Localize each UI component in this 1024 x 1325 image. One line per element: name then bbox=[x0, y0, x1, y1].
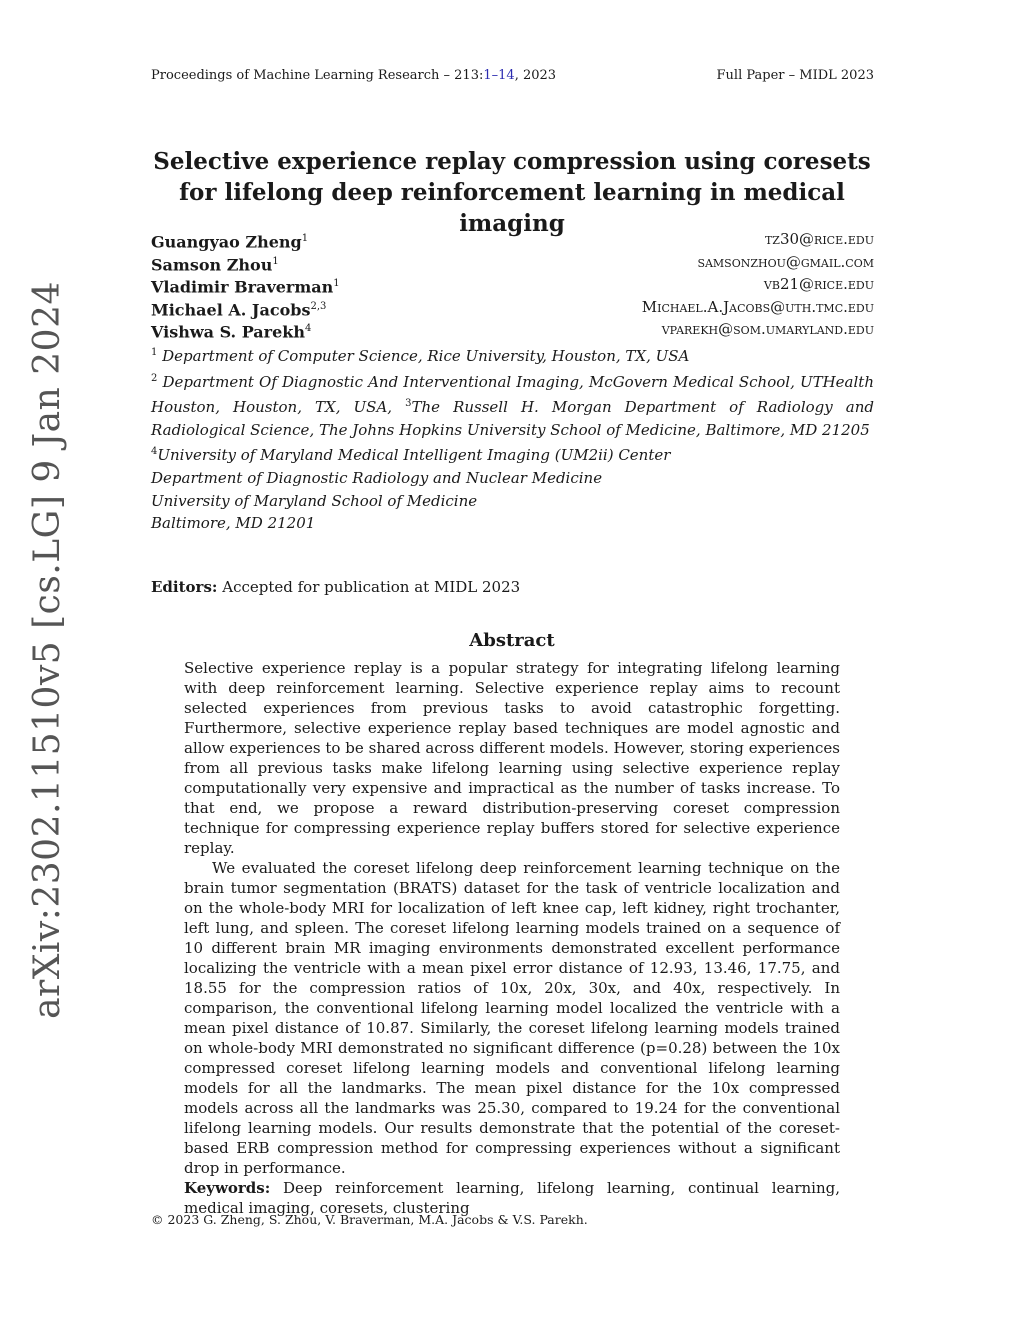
affiliation-4-line: University of Maryland School of Medicine bbox=[151, 491, 478, 510]
abstract-heading: Abstract bbox=[469, 630, 555, 651]
abstract-paragraph-2: We evaluated the coreset lifelong deep reinforcement learning technique on the brain tumor segmentation (BRATS) dataset for the task of ventricle localization and on the whole-body MRI for localization of left knee cap, left kidney, right trochanter, left lung, and spleen. The coreset lifelong learning models trained on a sequence of 10 different brain MR imaging environments demonstrated excellent performance localizing the ventricle with a mean pixel error distance of 12.93, 13.46, 17.75, and 18.55 for the compression ratios of 10x, 20x, 30x, and 40x, respectively. In comparison, the conventional lifelong learning model localized the ventricle with a mean pixel distance of 10.87. Similarly, the coreset lifelong learning models trained on whole-body MRI demonstrated no significant difference (p=0.28) between the 10x compressed coreset lifelong learning models and conventional lifelong learning models for all the landmarks. The mean pixel distance for the 10x compressed models across all the landmarks was 25.30, compared to 19.24 for the conventional lifelong learning models. Our results demonstrate that the potential of the coreset-based ERB compression method for compressing experiences without a significant drop in performance. bbox=[184, 859, 840, 1177]
author-name: Michael A. Jacobs$^{2,3}$ bbox=[151, 299, 327, 319]
author-email[interactable]: vb21@rice.edu bbox=[763, 275, 874, 293]
author-name: Samson Zhou$^1$ bbox=[151, 254, 279, 274]
keywords: Keywords: Deep reinforcement learning, lifelong learning, continual learning, medical imaging, coresets, clustering bbox=[184, 1179, 840, 1217]
proceedings-text: Proceedings of Machine Learning Research – 213: bbox=[151, 68, 484, 83]
page-range-link[interactable]: 1–14 bbox=[483, 68, 515, 83]
copyright-footer: © 2023 G. Zheng, S. Zhou, V. Braverman, M.A. Jacobs & V.S. Parekh. bbox=[151, 1212, 588, 1227]
affiliations bbox=[151, 342, 874, 535]
abstract-paragraph-1: Selective experience replay is a popular strategy for integrating lifelong learning with deep reinforcement learning. Selective experience replay aims to recount selected experiences from previous tasks to avoid catastrophic forgetting. Furthermore, selective experience replay based techniques are model agnostic and allow experiences to be shared across different models. However, storing experiences from all previous tasks make lifelong learning using selective experience replay computationally very expensive and impractical as the number of tasks increase. To that end, we propose a reward distribution-preserving coreset compression technique for compressing experience replay buffers stored for selective experience replay. bbox=[184, 659, 840, 857]
author-email[interactable]: samsonzhou@gmail.com bbox=[697, 252, 874, 271]
author-email[interactable]: Michael.A.Jacobs@uth.tmc.edu bbox=[641, 297, 874, 316]
editors-line: Editors: Accepted for publication at MIDL 2023 bbox=[151, 578, 521, 596]
author-name: Vladimir Braverman$^1$ bbox=[151, 277, 340, 297]
paper-title: Selective experience replay compression using coresets for lifelong deep reinforcement learning in medical imaging bbox=[153, 148, 871, 237]
arxiv-stamp: arXiv:2302.11510v5 [cs.LG] 9 Jan 2024 bbox=[27, 281, 68, 1019]
author-row bbox=[151, 251, 874, 274]
abstract-body bbox=[184, 658, 840, 1218]
affiliation-4-line: Department of Diagnostic Radiology and Nuclear Medicine bbox=[151, 468, 603, 487]
author-row bbox=[151, 273, 874, 296]
affiliation-4: $^4$University of Maryland Medical Intelligent Imaging (UM2ii) Center bbox=[151, 446, 671, 465]
affiliation-1: $^1$ Department of Computer Science, Rice University, Houston, TX, USA bbox=[151, 347, 690, 365]
running-header-left bbox=[151, 68, 556, 83]
affiliation-4-line: Baltimore, MD 21201 bbox=[151, 514, 316, 533]
proceedings-year: , 2023 bbox=[514, 68, 557, 83]
running-header-right: Full Paper – MIDL 2023 bbox=[716, 68, 874, 83]
author-name: Guangyao Zheng$^1$ bbox=[151, 232, 309, 252]
author-row bbox=[151, 296, 874, 319]
author-email[interactable]: vparekh@som.umaryland.edu bbox=[661, 320, 874, 338]
affiliation-2-3: $^2$ Department Of Diagnostic And Interventional Imaging, McGovern Medical School, UTHealth Houston, Houston, TX, USA, $^3$The Russell H. Morgan Department of Radiology and Radiological Science, The Johns Hopkins University School of Medicine, Baltimore, MD 21205 bbox=[151, 372, 874, 439]
author-list bbox=[151, 228, 874, 341]
author-email[interactable]: tz30@rice.edu bbox=[764, 230, 874, 248]
author-row bbox=[151, 318, 874, 341]
author-name: Vishwa S. Parekh$^4$ bbox=[151, 322, 312, 342]
author-row bbox=[151, 228, 874, 251]
